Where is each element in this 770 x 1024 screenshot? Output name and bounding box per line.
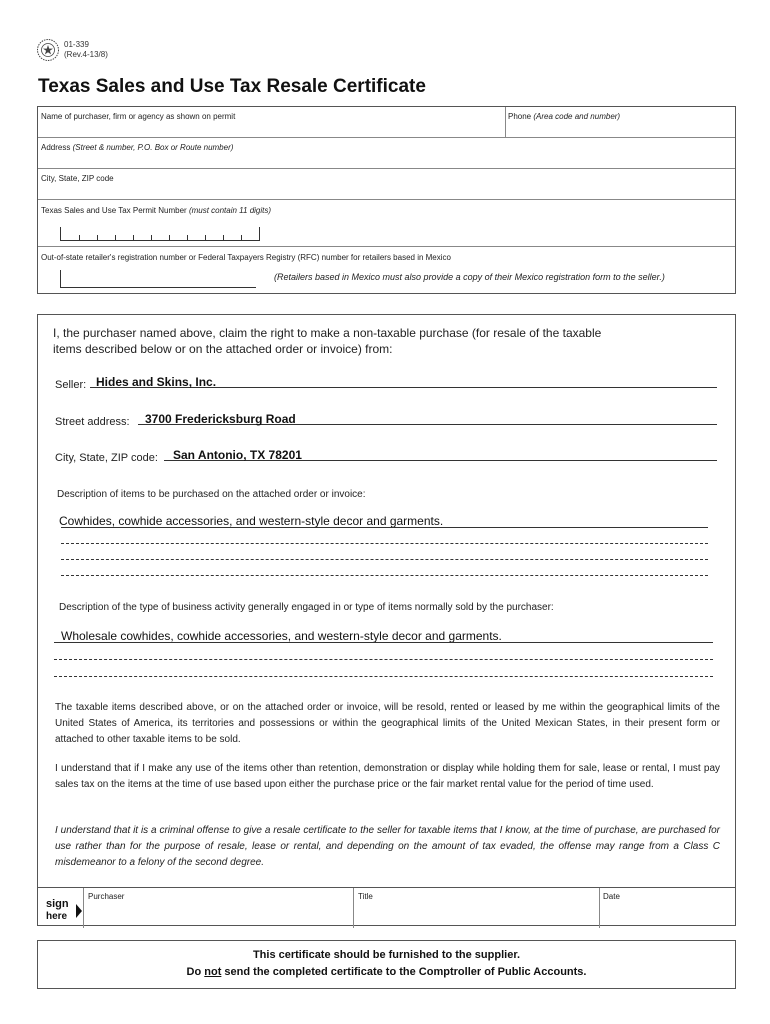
permit-label: Texas Sales and Use Tax Permit Number bbox=[41, 206, 187, 215]
notice-line-2-pre: Do bbox=[186, 966, 205, 978]
offense-statement: I understand that it is a criminal offense to give a resale certificate to the seller for taxable items that I know, at the time of purchase, are purchased for use rather than for the purpose of resale, lease or rental, and depending on the amount of tax evaded, the offense may range from a Class C misdemeanor to a felony of the second degree. bbox=[55, 825, 720, 868]
permit-digit-tick bbox=[79, 235, 80, 240]
business-line-3 bbox=[54, 676, 713, 677]
items-value[interactable]: Cowhides, cowhide accessories, and western-style decor and garments. bbox=[59, 514, 444, 528]
city-row[interactable] bbox=[38, 169, 735, 200]
signature-row bbox=[38, 887, 735, 927]
mexico-registration-input[interactable] bbox=[60, 270, 256, 288]
seller-city-value[interactable]: San Antonio, TX 78201 bbox=[173, 448, 302, 462]
permit-number-input[interactable] bbox=[60, 227, 260, 241]
address-field-label bbox=[41, 143, 233, 152]
permit-hint: (must contain 11 digits) bbox=[188, 206, 272, 215]
permit-digit-tick bbox=[205, 235, 206, 240]
phone-divider bbox=[505, 107, 506, 138]
seller-city-label: City, State, ZIP code: bbox=[55, 452, 158, 464]
permit-digit-tick bbox=[115, 235, 116, 240]
items-line-1 bbox=[61, 527, 708, 528]
texas-seal-icon bbox=[36, 38, 60, 62]
business-label: Description of the type of business activity generally engaged in or type of items normally sold by the purchaser: bbox=[59, 602, 554, 613]
use-tax-statement: I understand that if I make any use of the items other than retention, demonstration or display while holding them for sale, lease or rental, I must pay sales tax on the items at the time of use based upon either the purchase price or the fair market rental value for the period of time used. bbox=[55, 763, 720, 790]
seller-value[interactable]: Hides and Skins, Inc. bbox=[96, 375, 217, 389]
notice-line-2 bbox=[38, 966, 735, 978]
permit-digit-tick bbox=[223, 235, 224, 240]
form-revision: (Rev.4-13/8) bbox=[64, 50, 108, 59]
address-row[interactable] bbox=[38, 138, 735, 169]
business-line-2 bbox=[54, 659, 713, 660]
phone-field[interactable] bbox=[508, 112, 620, 121]
sign-here-icon bbox=[44, 894, 84, 924]
mexico-note: (Retailers based in Mexico must also provide a copy of their Mexico registration form to the seller.) bbox=[274, 272, 665, 282]
title-field[interactable] bbox=[354, 888, 598, 928]
permit-digit-tick bbox=[133, 235, 134, 240]
claim-intro-line1: I, the purchaser named above, claim the right to make a non-taxable purchase (for resale of the taxable bbox=[53, 326, 602, 340]
mexico-label: Out-of-state retailer's registration number or Federal Taxpayers Registry (RFC) number for retailers based in Mexico bbox=[41, 253, 451, 262]
notice-line-1: This certificate should be furnished to the supplier. bbox=[252, 949, 521, 961]
footer-notice-box bbox=[37, 940, 736, 989]
here-word: here bbox=[46, 911, 68, 922]
purchaser-name-label: Name of purchaser, firm or agency as shown on permit bbox=[41, 112, 236, 121]
permit-digit-tick bbox=[97, 235, 98, 240]
items-label: Description of items to be purchased on the attached order or invoice: bbox=[57, 489, 366, 500]
purchaser-name-row[interactable] bbox=[38, 107, 735, 138]
purchaser-signature-label: Purchaser bbox=[88, 892, 125, 901]
address-hint: (Street & number, P.O. Box or Route number) bbox=[72, 143, 234, 152]
form-number: 01-339 bbox=[64, 40, 89, 49]
permit-digit-tick bbox=[169, 235, 170, 240]
permit-digit-tick bbox=[241, 235, 242, 240]
business-value[interactable]: Wholesale cowhides, cowhide accessories, and western-style decor and garments. bbox=[61, 629, 502, 643]
permit-digit-tick bbox=[187, 235, 188, 240]
claim-intro bbox=[53, 325, 601, 357]
sign-word: sign bbox=[46, 898, 69, 910]
street-value[interactable]: 3700 Fredericksburg Road bbox=[145, 412, 296, 426]
notice-line-2-post: send the completed certificate to the Comptroller of Public Accounts. bbox=[221, 966, 587, 978]
permit-digit-tick bbox=[151, 235, 152, 240]
items-line-2 bbox=[61, 543, 708, 544]
purchaser-info-box bbox=[37, 106, 736, 294]
items-line-3 bbox=[61, 559, 708, 560]
permit-field-label bbox=[41, 206, 271, 215]
notice-emphasis: not bbox=[204, 966, 222, 978]
street-label: Street address: bbox=[55, 416, 130, 428]
claim-intro-line2: items described below or on the attached order or invoice) from: bbox=[53, 342, 393, 356]
form-id bbox=[64, 40, 108, 60]
city-label: City, State, ZIP code bbox=[41, 174, 114, 183]
address-label: Address bbox=[41, 143, 71, 152]
phone-label: Phone bbox=[508, 112, 532, 121]
phone-hint: (Area code and number) bbox=[533, 112, 621, 121]
title-label: Title bbox=[358, 892, 373, 901]
date-field[interactable] bbox=[600, 888, 736, 928]
business-line-1 bbox=[54, 642, 713, 643]
claim-box bbox=[37, 314, 736, 926]
seller-label: Seller: bbox=[55, 379, 87, 391]
items-line-4 bbox=[61, 575, 708, 576]
page-title: Texas Sales and Use Tax Resale Certificate bbox=[38, 76, 426, 97]
purchaser-signature-field[interactable] bbox=[84, 888, 352, 928]
resale-statement: The taxable items described above, or on the attached order or invoice, will be resold, rented or leased by me within the geographical limits of the United States of America, its territories and possessions or within the geographical limits of the United Mexican States, in their present form or attached to other taxable items to be sold. bbox=[55, 702, 720, 745]
date-label: Date bbox=[603, 892, 620, 901]
